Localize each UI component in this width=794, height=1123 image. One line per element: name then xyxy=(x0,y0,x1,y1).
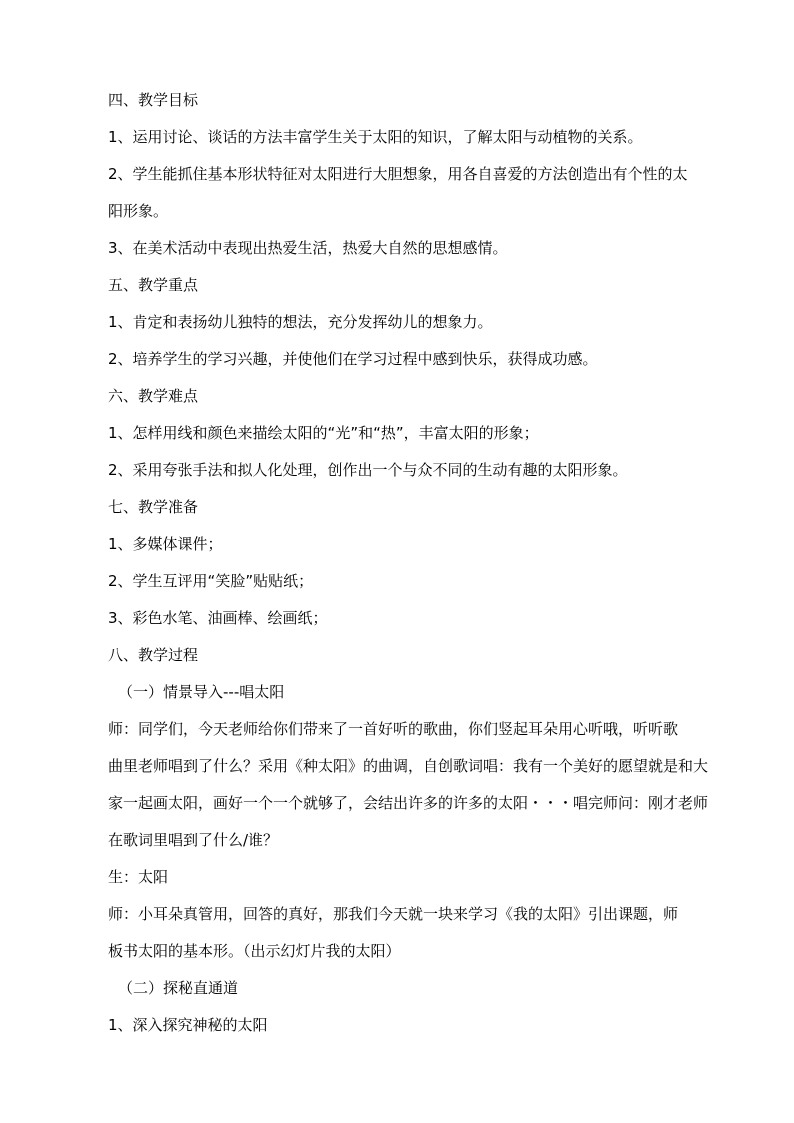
key-point-1: 1、肯定和表扬幼儿独特的想法，充分发挥幼儿的想象力。 xyxy=(108,313,493,331)
student-response: 生：太阳 xyxy=(108,868,169,886)
goal-item-3: 3、在美术活动中表现出热爱生活，热爱大自然的思想感情。 xyxy=(108,239,508,257)
teacher-paragraph-1-line-1: 师：同学们，今天老师给你们带来了一首好听的歌曲，你们竖起耳朵用心听哦，听听歌 xyxy=(108,720,679,738)
teacher-paragraph-1-line-2: 曲里老师唱到了什么？采用《种太阳》的曲调，自创歌词唱：我有一个美好的愿望就是和大 xyxy=(108,757,709,775)
goal-item-2-line-1: 2、学生能抓住基本形状特征对太阳进行大胆想象，用各自喜爱的方法创造出有个性的太 xyxy=(108,165,688,183)
document-body xyxy=(108,88,718,1050)
teacher-paragraph-1-line-3: 家一起画太阳，画好一个一个就够了，会结出许多的许多的太阳・・・唱完师问：刚才老师 xyxy=(108,794,709,812)
goal-item-2 xyxy=(108,162,718,223)
explore-item-1: 1、深入探究神秘的太阳 xyxy=(108,1016,268,1034)
section-heading-difficulties: 六、教学难点 xyxy=(108,387,199,405)
section-heading-process: 八、教学过程 xyxy=(108,646,199,664)
teacher-paragraph-2-line-2: 板书太阳的基本形。（出示幻灯片我的太阳） xyxy=(108,942,401,960)
prep-item-1: 1、多媒体课件； xyxy=(108,535,223,553)
teacher-paragraph-2 xyxy=(108,902,718,963)
key-point-2: 2、培养学生的学习兴趣，并使他们在学习过程中感到快乐，获得成功感。 xyxy=(108,350,598,368)
teacher-paragraph-1 xyxy=(108,717,718,852)
subsection-heading-explore: （二）探秘直通道 xyxy=(118,979,239,997)
teacher-paragraph-1-line-4: 在歌词里唱到了什么/谁？ xyxy=(108,831,279,849)
teacher-paragraph-2-line-1: 师：小耳朵真管用，回答的真好，那我们今天就一块来学习《我的太阳》引出课题，师 xyxy=(108,905,679,923)
subsection-heading-intro: （一）情景导入---唱太阳 xyxy=(118,683,285,701)
difficulty-1: 1、怎样用线和颜色来描绘太阳的“光”和“热”，丰富太阳的形象； xyxy=(108,424,539,442)
goal-item-2-line-2: 阳形象。 xyxy=(108,202,169,220)
prep-item-3: 3、彩色水笔、油画棒、绘画纸； xyxy=(108,609,328,627)
goal-item-1: 1、运用讨论、谈话的方法丰富学生关于太阳的知识，了解太阳与动植物的关系。 xyxy=(108,128,643,146)
section-heading-preparation: 七、教学准备 xyxy=(108,498,199,516)
section-heading-teaching-goals: 四、教学目标 xyxy=(108,91,199,109)
section-heading-key-points: 五、教学重点 xyxy=(108,276,199,294)
prep-item-2: 2、学生互评用“笑脸”贴贴纸； xyxy=(108,572,314,590)
difficulty-2: 2、采用夸张手法和拟人化处理，创作出一个与众不同的生动有趣的太阳形象。 xyxy=(108,461,628,479)
